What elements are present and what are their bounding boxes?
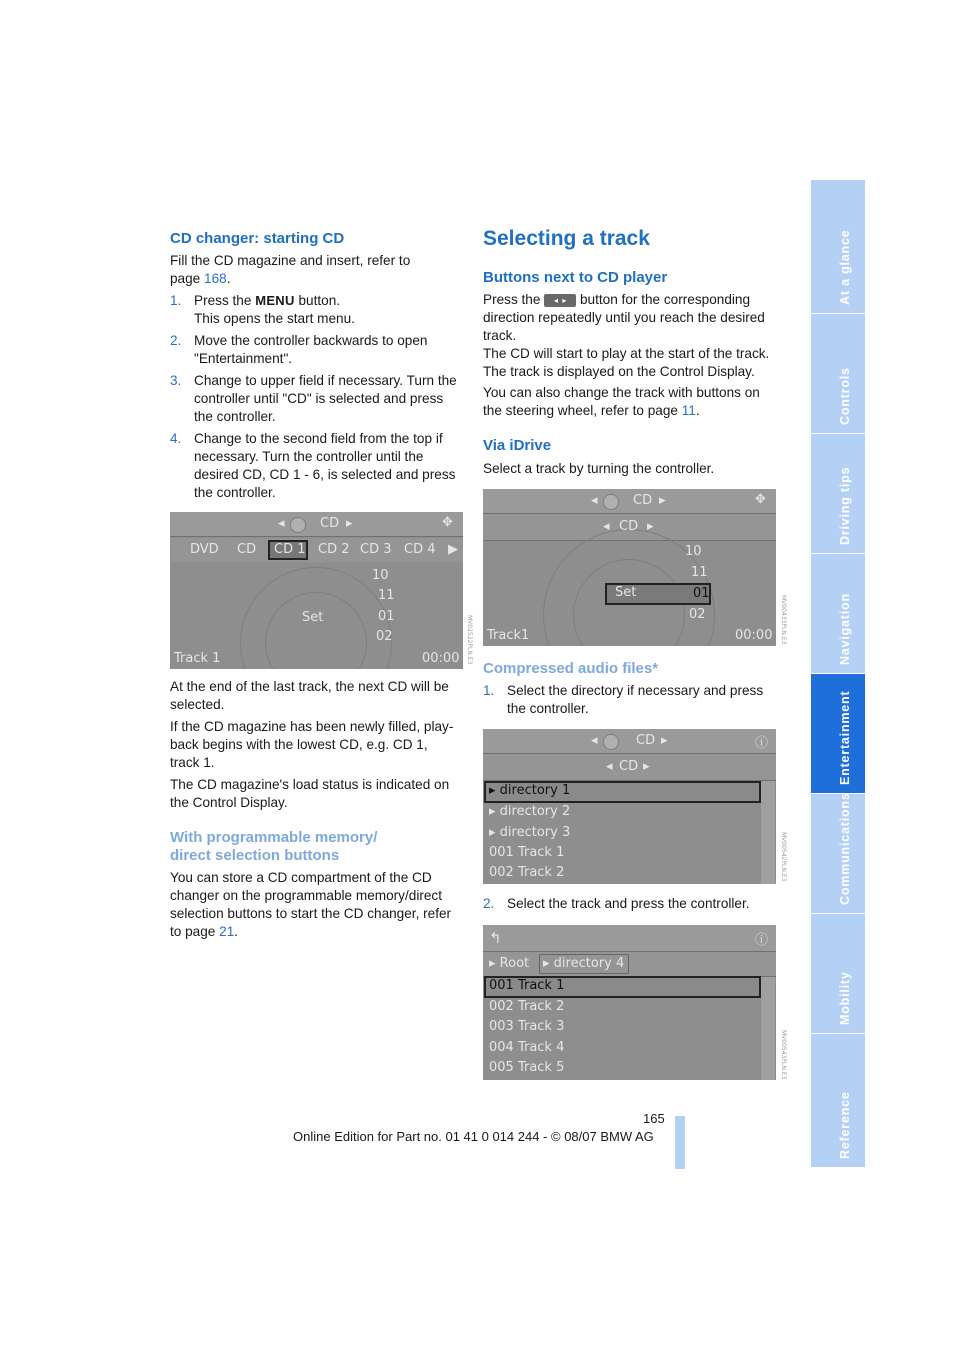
page-link-11[interactable]: 11 xyxy=(681,403,696,418)
track-row[interactable]: 003 Track 3 xyxy=(489,1019,565,1034)
time-label: 00:00 xyxy=(735,628,773,643)
side-tab-communications[interactable]: Communications xyxy=(811,794,865,914)
list-item: 4. Change to the second field from the top if necessary. Turn the controller until the desired CD, CD 1 - 6, is selected and press the controller. xyxy=(170,431,456,500)
play-icon: ▶ xyxy=(448,542,458,557)
set-label: Set xyxy=(302,610,324,625)
list-item: 3. Change to upper field if necessary. Turn the controller until "CD" is selected and press the controller. xyxy=(170,373,457,424)
page-link-21[interactable]: 21 xyxy=(219,924,235,939)
list-item: 1. Select the directory if necessary and press the controller. xyxy=(483,683,764,716)
back-icon[interactable]: ↰ xyxy=(489,929,502,947)
arrow-right-icon: ▸ xyxy=(643,759,650,774)
cd-screen-1 xyxy=(170,512,463,669)
page-title: Selecting a track xyxy=(483,227,650,250)
page-marker xyxy=(675,1116,685,1169)
para-magazine: If the CD magazine has been newly filled, play- back begins with the lowest CD, e.g. CD 1, track 1. xyxy=(170,719,454,770)
tab-cd[interactable]: CD xyxy=(237,542,257,557)
track-number: 02 xyxy=(689,607,706,622)
tab-cd4[interactable]: CD 4 xyxy=(404,542,436,557)
para-steering: You can also change the track with buttons on the steering wheel, refer to page 11. xyxy=(483,385,760,418)
para-load-status: The CD magazine's load status is indicated on the Control Display. xyxy=(170,777,450,810)
track-row[interactable]: 002 Track 2 xyxy=(489,999,565,1014)
arrow-right-icon: ▸ xyxy=(661,733,668,748)
info-icon: ⓘ xyxy=(755,933,769,948)
cd-disc-icon xyxy=(603,494,619,510)
track-label: Track 1 xyxy=(174,651,221,666)
track-number-selected[interactable]: 01 xyxy=(693,586,710,601)
screen-top-label: CD xyxy=(633,493,653,508)
para-last-track: At the end of the last track, the next CD will be selected. xyxy=(170,679,449,712)
directory-row[interactable]: ▸ directory 2 xyxy=(489,804,571,819)
cd-disc-icon xyxy=(290,517,306,533)
para-buttons: Press the ◂ ▸ button for the corresponding direction repeatedly until you reach the desired track. The CD will start to play at the start of the track. The track is displayed on the Control Display. xyxy=(483,292,770,379)
breadcrumb-root[interactable]: ▸ Root xyxy=(489,956,530,971)
track-number: 02 xyxy=(376,629,393,644)
cd-screen-2 xyxy=(483,489,776,646)
heading-compressed: Compressed audio files* xyxy=(483,660,659,677)
screen-top-label: CD xyxy=(320,516,340,531)
arrow-right-icon: ▸ xyxy=(659,493,666,508)
tab-cd1[interactable]: CD 1 xyxy=(274,542,306,557)
side-tab-reference[interactable]: Reference xyxy=(838,1091,852,1159)
arrow-left-icon: ◂ xyxy=(591,733,598,748)
track-row[interactable]: 002 Track 2 xyxy=(489,865,565,880)
arrow-left-icon: ◂ xyxy=(591,493,598,508)
tab-cd2[interactable]: CD 2 xyxy=(318,542,350,557)
side-tab-driving-tips[interactable]: Driving tips xyxy=(811,434,865,554)
track-row[interactable]: 001 Track 1 xyxy=(489,978,565,993)
list-item: 1. Press the MENU button. This opens the start menu. xyxy=(170,293,355,326)
directory-screen xyxy=(483,729,776,884)
track-row[interactable]: 005 Track 5 xyxy=(489,1060,565,1075)
side-tab-at-a-glance[interactable]: At a glance xyxy=(811,180,865,314)
scrollbar[interactable] xyxy=(761,781,775,884)
track-row[interactable]: 001 Track 1 xyxy=(489,845,565,860)
track-list-screen xyxy=(483,925,776,1080)
screen-second-label: CD xyxy=(619,759,639,774)
image-code: MV02522PLN.E3 xyxy=(466,615,473,665)
image-code: MV00433PLN.E3 xyxy=(780,595,787,645)
compass-icon: ✥ xyxy=(442,515,453,530)
directory-row[interactable]: ▸ directory 3 xyxy=(489,825,571,840)
arrow-right-icon: ▸ xyxy=(346,516,353,531)
time-label: 00:00 xyxy=(422,651,460,666)
tab-cd3[interactable]: CD 3 xyxy=(360,542,392,557)
tab-dvd[interactable]: DVD xyxy=(190,542,219,557)
image-code: MV00542PLN.E3 xyxy=(780,832,787,882)
breadcrumb-directory[interactable]: ▸ directory 4 xyxy=(543,956,625,971)
side-tab-mobility[interactable]: Mobility xyxy=(811,914,865,1034)
page-link-168[interactable]: 168 xyxy=(204,271,227,286)
track-row[interactable]: 004 Track 4 xyxy=(489,1040,565,1055)
intro-text: Fill the CD magazine and insert, refer to xyxy=(170,253,411,268)
image-code: MV00543PLN.E3 xyxy=(780,1030,787,1080)
para-idrive: Select a track by turning the controller. xyxy=(483,461,715,476)
scrollbar[interactable] xyxy=(761,977,775,1080)
directory-row[interactable]: ▸ directory 1 xyxy=(489,783,571,798)
heading-buttons: Buttons next to CD player xyxy=(483,269,668,286)
list-item: 2. Select the track and press the controller. xyxy=(483,896,750,911)
track-number: 11 xyxy=(378,588,395,603)
side-tab-navigation[interactable]: Navigation xyxy=(811,554,865,674)
arrow-left-icon: ◂ xyxy=(603,519,610,534)
para-store: You can store a CD compartment of the CD changer on the programmable memory/direct selection buttons to start the CD changer, refer to page 21. xyxy=(170,870,452,939)
track-buttons-icon: ◂ ▸ xyxy=(544,294,576,307)
track-label: Track1 xyxy=(487,628,530,643)
intro-text-2: page 168. xyxy=(170,271,231,286)
arrow-right-icon: ▸ xyxy=(647,519,654,534)
arrow-left-icon: ◂ xyxy=(606,759,613,774)
compass-icon: ✥ xyxy=(755,492,766,507)
track-number: 10 xyxy=(372,568,389,583)
screen-top-label: CD xyxy=(636,733,656,748)
edition-footer: Online Edition for Part no. 01 41 0 014 244 - © 08/07 BMW AG xyxy=(293,1129,654,1144)
track-number: 10 xyxy=(685,544,702,559)
page-number: 165 xyxy=(643,1111,665,1126)
info-icon: ⓘ xyxy=(755,736,769,751)
set-label: Set xyxy=(615,585,637,600)
heading-cd-changer: CD changer: starting CD xyxy=(170,230,345,247)
side-tab-entertainment[interactable]: Entertainment xyxy=(811,674,865,794)
list-item: 2. Move the controller backwards to open "Entertainment". xyxy=(170,333,428,366)
heading-programmable: With programmable memory/ direct selection buttons xyxy=(170,829,378,864)
cd-disc-icon xyxy=(603,734,619,750)
track-number: 11 xyxy=(691,565,708,580)
track-number: 01 xyxy=(378,609,395,624)
menu-button-glyph: MENU xyxy=(255,293,295,308)
heading-idrive: Via iDrive xyxy=(483,437,552,454)
arrow-left-icon: ◂ xyxy=(278,516,285,531)
side-tab-controls[interactable]: Controls xyxy=(811,314,865,434)
screen-second-label: CD xyxy=(619,519,639,534)
